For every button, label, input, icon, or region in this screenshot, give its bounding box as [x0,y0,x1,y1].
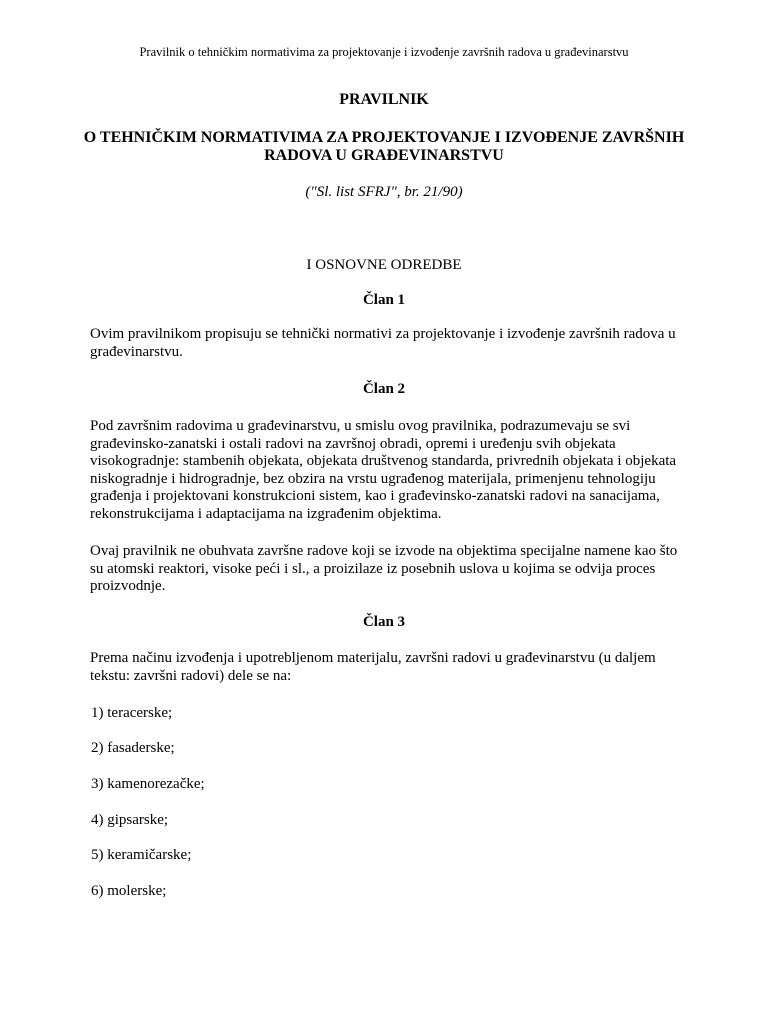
article-1-paragraph-1: Ovim pravilnikom propisuju se tehnički normativi za projektovanje i izvođenje završnih radova u građevinarstvu. [90,326,676,360]
article-heading-2: Član 2 [362,381,406,397]
section-heading: I OSNOVNE ODREDBE [306,257,462,273]
article-2-paragraph-1: Pod završnim radovima u građevinarstvu, u smislu ovog pravilnika, podrazumevaju se svi građevinsko-zanatski i ostali radovi na završnoj obradi, opremi i uređenju svih objekata visokogradnje: stambenih objekata, objekata društvenog standarda, privrednih objekata i objekata niskogradnje i hidrogradnje, bez obzira na vrstu ugrađenog materijala, primenjenu tehnologiju građenja i projektovani konstrukcioni sistem, kao i građevinsko-zanatski radovi na sanacijama, rekonstrukcijama i adaptacijama na izgrađenim objektima. [90,418,677,522]
document-title: PRAVILNIK [339,91,429,108]
gazette-citation: ("Sl. list SFRJ", br. 21/90) [305,184,463,200]
list-item: 6) molerske; [91,883,167,899]
document-subtitle: O TEHNIČKIM NORMATIVIMA ZA PROJEKTOVANJE I IZVOĐENJE ZAVRŠNIH RADOVA U GRAĐEVINARSTVU [83,129,685,164]
list-item: 2) fasaderske; [91,740,175,756]
article-heading-3: Član 3 [362,614,406,630]
article-heading-1: Član 1 [362,292,406,308]
list-item: 5) keramičarske; [91,847,192,863]
running-header: Pravilnik o tehničkim normativima za projektovanje i izvođenje završnih radova u građevinarstvu [139,45,629,59]
article-2-paragraph-2: Ovaj pravilnik ne obuhvata završne radove koji se izvode na objektima specijalne namene kao što su atomski reaktori, visoke peći i sl., a proizilaze iz posebnih uslova u kojima se odvija proces proizvodnje. [90,543,678,595]
list-item: 4) gipsarske; [91,812,169,828]
article-3-paragraph-1: Prema načinu izvođenja i upotrebljenom materijalu, završni radovi u građevinarstvu (u daljem tekstu: završni radovi) dele se na: [90,650,656,684]
list-item: 3) kamenorezačke; [91,776,205,792]
list-item: 1) teracerske; [91,705,173,721]
